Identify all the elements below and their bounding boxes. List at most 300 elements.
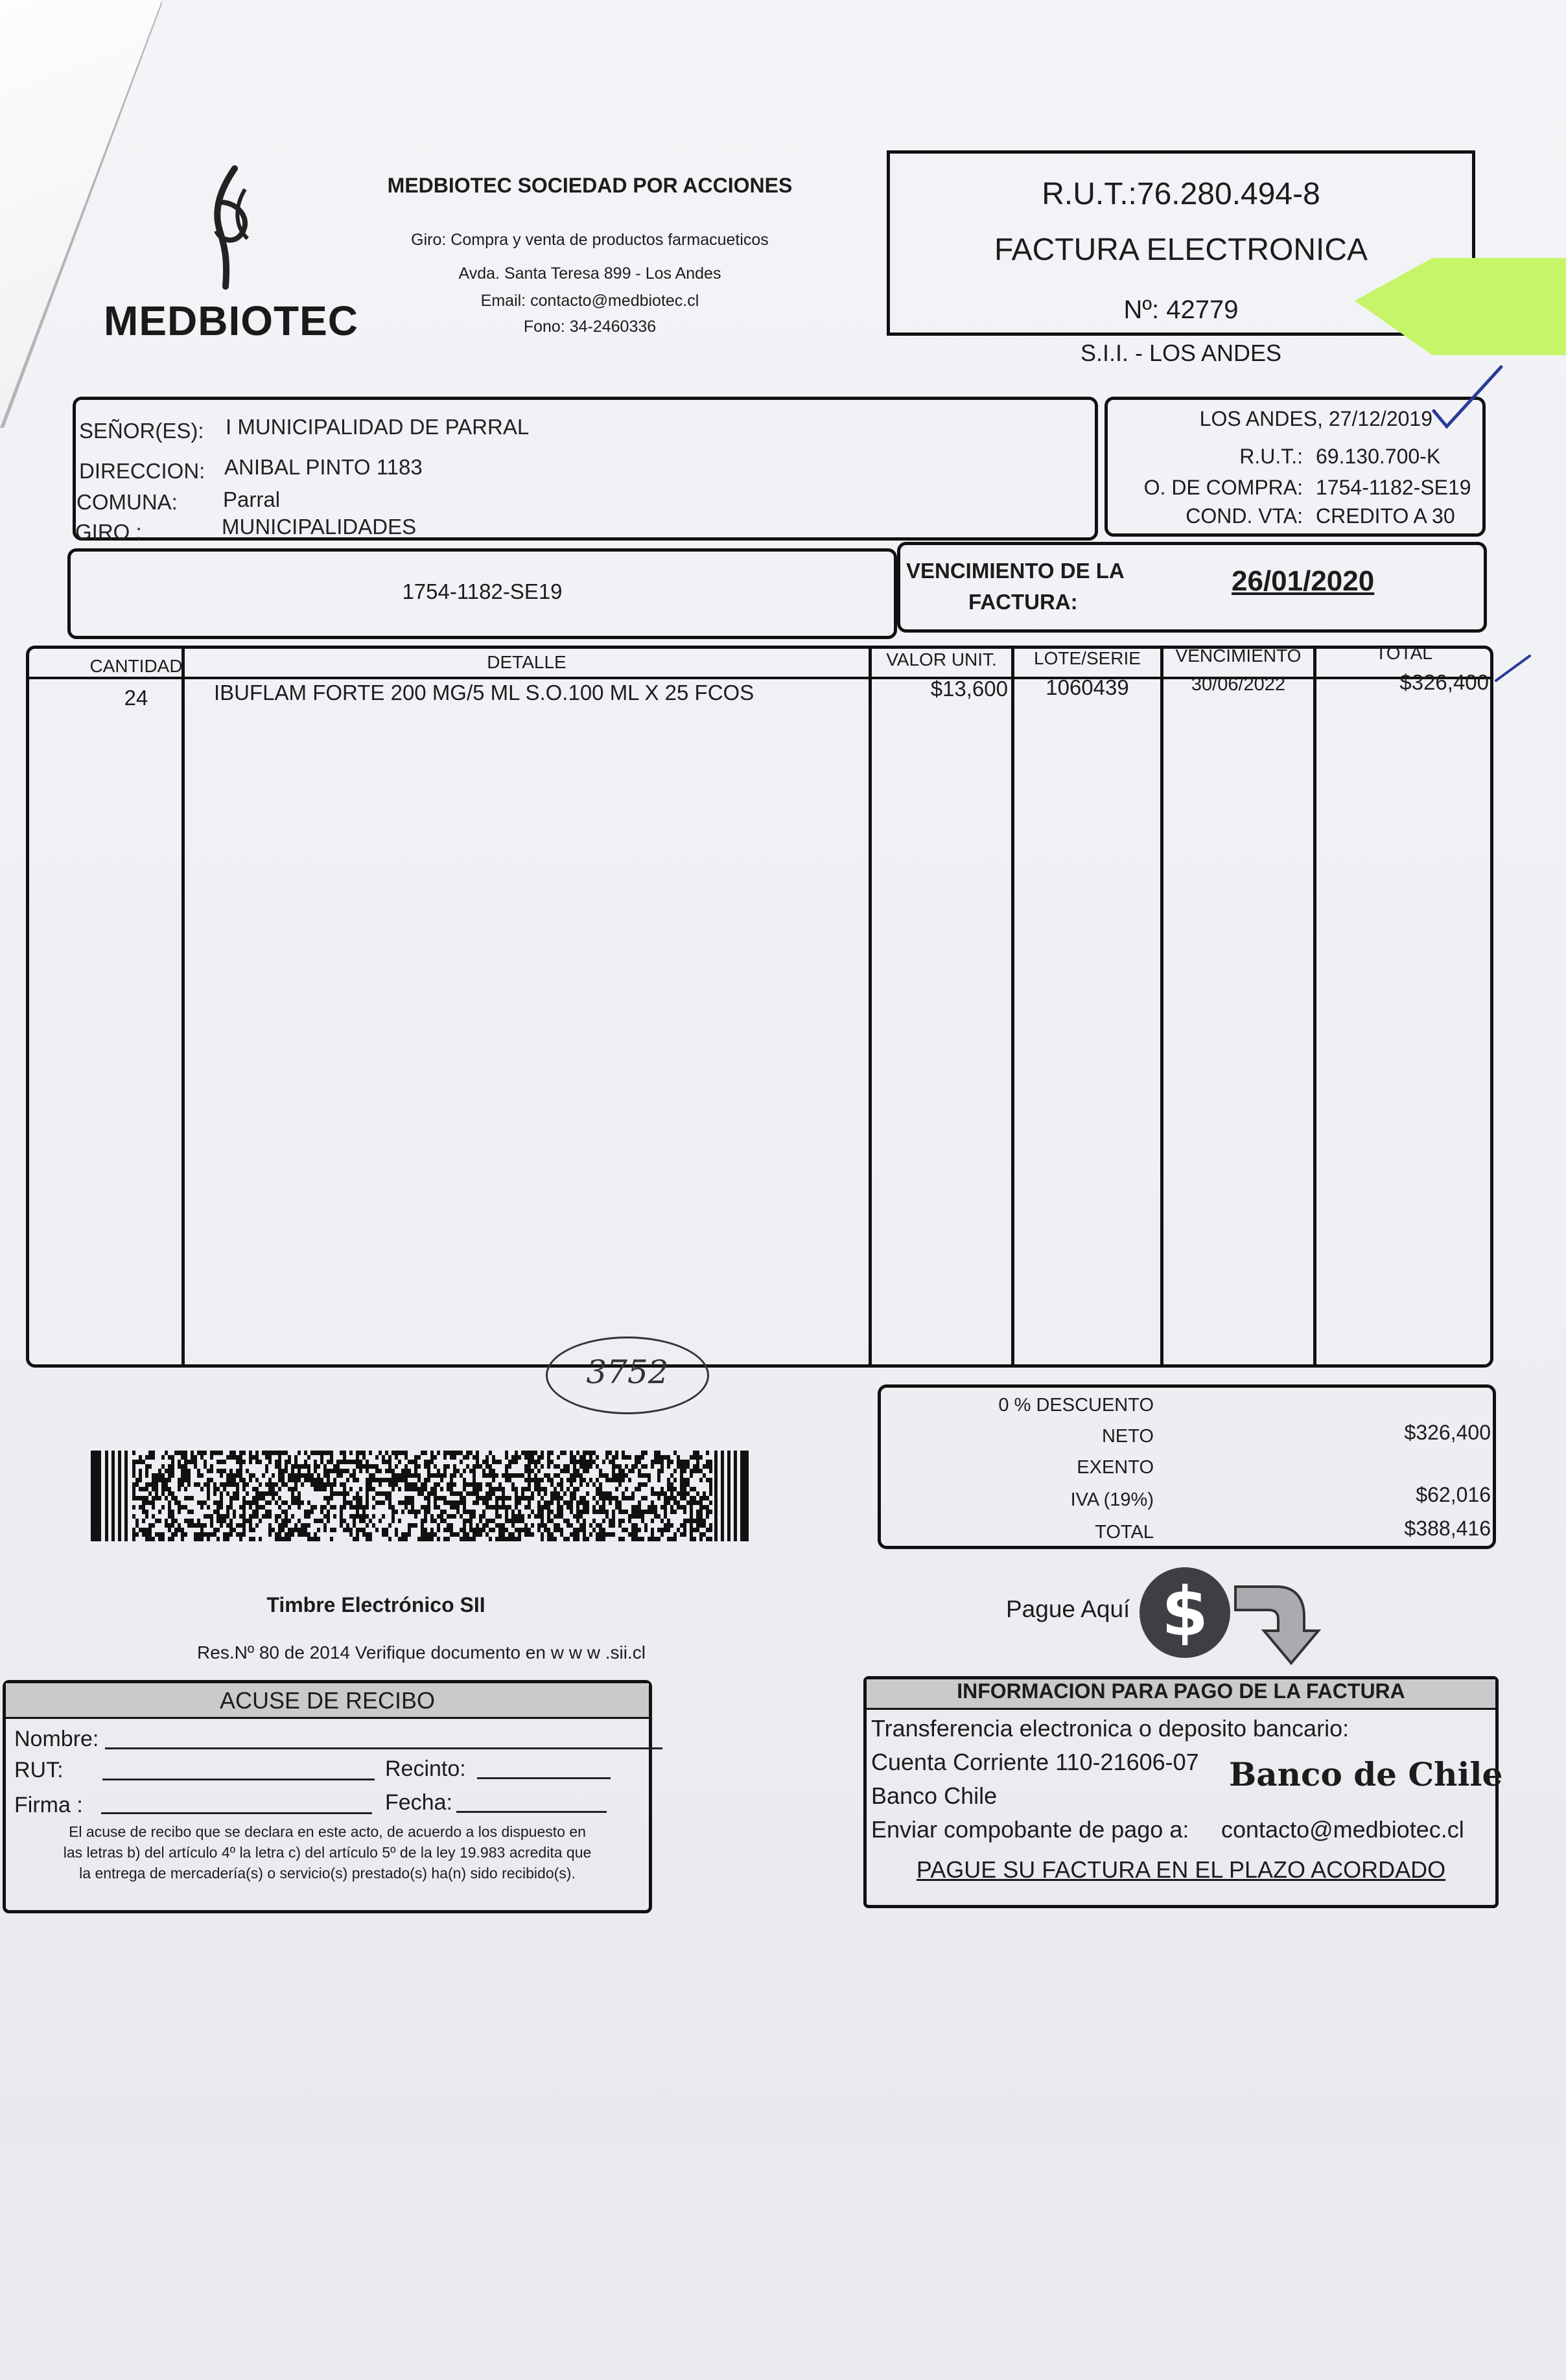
barcode-module	[158, 1532, 161, 1537]
barcode-module	[683, 1487, 686, 1491]
barcode-module	[369, 1537, 372, 1541]
payment-send-label: Enviar compobante de pago a:	[871, 1816, 1189, 1843]
barcode-module	[132, 1496, 135, 1500]
barcode-module	[534, 1460, 537, 1464]
barcode-module	[463, 1528, 466, 1532]
barcode-module	[343, 1482, 346, 1487]
barcode-module	[174, 1528, 178, 1532]
barcode-module	[385, 1528, 388, 1532]
barcode-module	[615, 1487, 618, 1491]
barcode-module	[592, 1482, 596, 1487]
barcode-module	[479, 1487, 482, 1491]
barcode-module	[489, 1487, 492, 1491]
barcode-module	[161, 1473, 165, 1478]
barcode-module	[709, 1478, 712, 1482]
barcode-module	[178, 1500, 181, 1505]
barcode-module	[424, 1478, 427, 1482]
barcode-module	[440, 1478, 443, 1482]
barcode-module	[554, 1514, 557, 1519]
barcode-module	[204, 1532, 207, 1537]
barcode-module	[667, 1478, 670, 1482]
order-code: 1754-1182-SE19	[402, 579, 563, 603]
barcode-module	[298, 1473, 301, 1478]
barcode-module	[281, 1469, 285, 1473]
barcode-module	[310, 1451, 314, 1455]
barcode-module	[473, 1487, 476, 1491]
barcode-module	[641, 1514, 644, 1519]
barcode-module	[174, 1532, 178, 1537]
barcode-module	[372, 1514, 375, 1519]
barcode-module	[408, 1523, 411, 1528]
barcode-module	[275, 1519, 278, 1523]
barcode-module	[583, 1460, 586, 1464]
barcode-module	[495, 1487, 498, 1491]
barcode-module	[343, 1505, 346, 1510]
barcode-module	[178, 1528, 181, 1532]
barcode-module	[466, 1451, 469, 1455]
barcode-module	[651, 1460, 654, 1464]
barcode-module	[635, 1523, 638, 1528]
barcode-module	[709, 1537, 712, 1541]
client-rut: 69.130.700-K	[1316, 445, 1441, 468]
barcode-module	[706, 1528, 709, 1532]
barcode-module	[473, 1532, 476, 1537]
barcode-module	[168, 1514, 171, 1519]
barcode-module	[508, 1460, 511, 1464]
barcode-module	[622, 1478, 625, 1482]
barcode-module	[557, 1496, 560, 1500]
barcode-module	[528, 1455, 531, 1460]
barcode-module	[275, 1537, 278, 1541]
barcode-module	[615, 1505, 618, 1510]
barcode-module	[362, 1528, 366, 1532]
barcode-module	[298, 1491, 301, 1496]
barcode-module	[521, 1451, 524, 1455]
barcode-module	[696, 1500, 699, 1505]
barcode-module	[460, 1451, 463, 1455]
barcode-module	[453, 1532, 456, 1537]
barcode-module	[437, 1537, 440, 1541]
company-name: MEDBIOTEC SOCIEDAD POR ACCIONES	[387, 174, 793, 197]
barcode-module	[667, 1537, 670, 1541]
barcode-module	[401, 1510, 404, 1514]
barcode-module	[262, 1505, 265, 1510]
barcode-module	[696, 1519, 699, 1523]
barcode-module	[699, 1510, 703, 1514]
barcode-module	[699, 1469, 703, 1473]
barcode-module	[375, 1469, 379, 1473]
barcode-module	[298, 1464, 301, 1469]
barcode-module	[356, 1460, 359, 1464]
barcode-module	[651, 1519, 654, 1523]
barcode-module	[314, 1478, 317, 1482]
barcode-module	[310, 1505, 314, 1510]
barcode-module	[343, 1528, 346, 1532]
barcode-module	[498, 1496, 502, 1500]
barcode-module	[142, 1528, 145, 1532]
barcode-module	[547, 1532, 550, 1537]
barcode-module	[586, 1537, 589, 1541]
barcode-module	[204, 1464, 207, 1469]
barcode-module	[152, 1455, 155, 1460]
barcode-module	[460, 1491, 463, 1496]
ack-firma-line[interactable]	[101, 1812, 372, 1814]
barcode-module	[307, 1464, 310, 1469]
barcode-module	[453, 1451, 456, 1455]
barcode-module	[181, 1473, 184, 1478]
barcode-module	[392, 1519, 395, 1523]
barcode-module	[320, 1482, 323, 1487]
barcode-module	[521, 1528, 524, 1532]
barcode-module	[476, 1487, 479, 1491]
barcode-module	[586, 1469, 589, 1473]
barcode-module	[249, 1528, 252, 1532]
barcode-module	[259, 1482, 262, 1487]
barcode-module	[690, 1528, 693, 1532]
barcode-module	[275, 1482, 278, 1487]
barcode-module	[417, 1510, 421, 1514]
barcode-module	[362, 1519, 366, 1523]
barcode-module	[554, 1523, 557, 1528]
barcode-module	[450, 1500, 453, 1505]
barcode-module	[502, 1537, 505, 1541]
barcode-module	[178, 1523, 181, 1528]
barcode-module	[693, 1455, 696, 1460]
barcode-module	[239, 1469, 242, 1473]
barcode-module	[265, 1455, 268, 1460]
barcode-module	[706, 1505, 709, 1510]
barcode-module	[307, 1514, 310, 1519]
barcode-module	[673, 1451, 677, 1455]
barcode-module	[657, 1473, 660, 1478]
barcode-module	[654, 1505, 657, 1510]
barcode-module	[612, 1510, 615, 1514]
client-senor: I MUNICIPALIDAD DE PARRAL	[226, 415, 530, 439]
barcode-module	[408, 1496, 411, 1500]
barcode-module	[343, 1496, 346, 1500]
barcode-module	[696, 1464, 699, 1469]
barcode-module	[670, 1505, 673, 1510]
barcode-module	[709, 1528, 712, 1532]
barcode-module	[317, 1464, 320, 1469]
issuer-rut: R.U.T.:76.280.494-8	[1042, 177, 1320, 211]
barcode-module	[460, 1528, 463, 1532]
barcode-module	[294, 1500, 298, 1505]
barcode-module	[453, 1482, 456, 1487]
ack-rut-line[interactable]	[102, 1779, 375, 1780]
barcode-module	[145, 1487, 148, 1491]
barcode-module	[573, 1455, 576, 1460]
barcode-module	[434, 1496, 437, 1500]
barcode-module	[135, 1478, 139, 1482]
barcode-module	[233, 1473, 236, 1478]
barcode-module	[599, 1510, 602, 1514]
barcode-module	[161, 1482, 165, 1487]
barcode-module	[492, 1491, 495, 1496]
barcode-module	[356, 1464, 359, 1469]
barcode-module	[424, 1514, 427, 1519]
barcode-module	[340, 1469, 343, 1473]
barcode-module	[560, 1528, 563, 1532]
client-direccion-label: DIRECCION:	[79, 459, 205, 483]
barcode-module	[641, 1519, 644, 1523]
barcode-module	[278, 1514, 281, 1519]
barcode-module	[447, 1514, 450, 1519]
barcode-module	[165, 1487, 168, 1491]
barcode-module	[440, 1487, 443, 1491]
barcode-module	[165, 1451, 168, 1455]
barcode-module	[285, 1514, 288, 1519]
barcode-module	[181, 1528, 184, 1532]
barcode-module	[278, 1532, 281, 1537]
barcode-module	[476, 1523, 479, 1528]
barcode-module	[359, 1500, 362, 1505]
barcode-module	[366, 1537, 369, 1541]
barcode-module	[576, 1505, 579, 1510]
barcode-module	[602, 1460, 605, 1464]
barcode-module	[210, 1478, 213, 1482]
barcode-module	[252, 1455, 255, 1460]
barcode-module	[356, 1514, 359, 1519]
barcode-module	[178, 1464, 181, 1469]
barcode-module	[631, 1496, 635, 1500]
ack-legal-line-3: la entrega de mercadería(s) o servicio(s) prestado(s) ha(n) sido recibido(s).	[79, 1865, 576, 1882]
barcode-module	[579, 1514, 583, 1519]
barcode-module	[427, 1469, 430, 1473]
barcode-module	[382, 1478, 385, 1482]
barcode-module	[255, 1487, 259, 1491]
barcode-module	[148, 1528, 152, 1532]
barcode-module	[275, 1460, 278, 1464]
barcode-module	[664, 1505, 667, 1510]
barcode-module	[132, 1464, 135, 1469]
barcode-module	[268, 1510, 272, 1514]
barcode-module	[161, 1537, 165, 1541]
barcode-module	[686, 1464, 690, 1469]
barcode-module	[242, 1487, 246, 1491]
barcode-module	[460, 1500, 463, 1505]
barcode-module	[304, 1528, 307, 1532]
barcode-module	[233, 1455, 236, 1460]
payment-send-email[interactable]: contacto@medbiotec.cl	[1221, 1816, 1464, 1843]
barcode-module	[142, 1519, 145, 1523]
barcode-module	[589, 1455, 592, 1460]
barcode-module	[495, 1523, 498, 1528]
ack-nombre-line[interactable]	[105, 1747, 662, 1749]
barcode-module	[657, 1478, 660, 1482]
barcode-module	[631, 1510, 635, 1514]
barcode-module	[498, 1528, 502, 1532]
barcode-module	[544, 1491, 547, 1496]
barcode-module	[118, 1451, 121, 1541]
barcode-module	[346, 1460, 349, 1464]
barcode-module	[259, 1491, 262, 1496]
barcode-module	[635, 1532, 638, 1537]
barcode-module	[622, 1510, 625, 1514]
invoice-type: FACTURA ELECTRONICA	[994, 233, 1368, 267]
barcode-module	[531, 1491, 534, 1496]
barcode-module	[255, 1514, 259, 1519]
barcode-module	[307, 1510, 310, 1514]
barcode-module	[690, 1469, 693, 1473]
barcode-module	[573, 1478, 576, 1482]
barcode-module	[440, 1510, 443, 1514]
barcode-module	[417, 1473, 421, 1478]
barcode-module	[216, 1451, 220, 1455]
barcode-module	[583, 1455, 586, 1460]
barcode-module	[272, 1491, 275, 1496]
barcode-module	[609, 1491, 612, 1496]
barcode-module	[450, 1478, 453, 1482]
barcode-module	[573, 1532, 576, 1537]
barcode-module	[680, 1523, 683, 1528]
barcode-module	[408, 1473, 411, 1478]
barcode-module	[268, 1523, 272, 1528]
barcode-module	[272, 1496, 275, 1500]
barcode-module	[440, 1473, 443, 1478]
barcode-module	[544, 1473, 547, 1478]
barcode-module	[152, 1537, 155, 1541]
barcode-module	[618, 1500, 622, 1505]
barcode-module	[340, 1510, 343, 1514]
barcode-module	[531, 1523, 534, 1528]
barcode-module	[223, 1487, 226, 1491]
barcode-module	[534, 1478, 537, 1482]
barcode-module	[401, 1532, 404, 1537]
barcode-module	[294, 1460, 298, 1464]
dollar-symbol: $	[1161, 1572, 1209, 1651]
barcode-module	[216, 1528, 220, 1532]
barcode-module	[349, 1451, 353, 1455]
barcode-module	[615, 1451, 618, 1455]
barcode-module	[226, 1478, 229, 1482]
barcode-module	[323, 1523, 327, 1528]
barcode-module	[570, 1510, 573, 1514]
barcode-module	[255, 1455, 259, 1460]
barcode-module	[197, 1469, 200, 1473]
barcode-module	[187, 1469, 191, 1473]
barcode-module	[664, 1514, 667, 1519]
barcode-module	[366, 1469, 369, 1473]
barcode-module	[414, 1487, 417, 1491]
barcode-module	[226, 1532, 229, 1537]
barcode-module	[414, 1455, 417, 1460]
barcode-module	[301, 1528, 304, 1532]
barcode-module	[466, 1532, 469, 1537]
barcode-module	[586, 1500, 589, 1505]
barcode-module	[473, 1478, 476, 1482]
barcode-module	[142, 1505, 145, 1510]
barcode-module	[605, 1478, 609, 1482]
barcode-module	[427, 1500, 430, 1505]
barcode-module	[265, 1451, 268, 1455]
barcode-module	[673, 1487, 677, 1491]
barcode-module	[596, 1491, 599, 1496]
barcode-module	[440, 1519, 443, 1523]
barcode-module	[229, 1482, 233, 1487]
ack-recinto-line[interactable]	[477, 1777, 611, 1779]
barcode-module	[430, 1519, 434, 1523]
barcode-module	[699, 1478, 703, 1482]
barcode-module	[139, 1505, 142, 1510]
barcode-module	[573, 1460, 576, 1464]
barcode-module	[204, 1523, 207, 1528]
barcode-module	[615, 1478, 618, 1482]
barcode-module	[683, 1528, 686, 1532]
barcode-module	[265, 1464, 268, 1469]
barcode-module	[330, 1487, 333, 1491]
barcode-module	[265, 1491, 268, 1496]
barcode-module	[372, 1464, 375, 1469]
barcode-module	[560, 1482, 563, 1487]
barcode-module	[502, 1505, 505, 1510]
barcode-module	[320, 1478, 323, 1482]
barcode-module	[602, 1519, 605, 1523]
barcode-module	[278, 1487, 281, 1491]
barcode-module	[220, 1496, 223, 1500]
barcode-module	[408, 1469, 411, 1473]
barcode-module	[310, 1510, 314, 1514]
barcode-module	[703, 1464, 706, 1469]
barcode-module	[489, 1469, 492, 1473]
barcode-module	[570, 1482, 573, 1487]
barcode-module	[210, 1523, 213, 1528]
barcode-module	[275, 1464, 278, 1469]
barcode-module	[139, 1460, 142, 1464]
barcode-module	[469, 1510, 473, 1514]
barcode-module	[268, 1451, 272, 1455]
barcode-module	[473, 1491, 476, 1496]
barcode-module	[498, 1514, 502, 1519]
barcode-module	[398, 1487, 401, 1491]
barcode-module	[479, 1519, 482, 1523]
barcode-module	[145, 1464, 148, 1469]
barcode-module	[579, 1478, 583, 1482]
barcode-module	[278, 1451, 281, 1455]
barcode-module	[602, 1496, 605, 1500]
barcode-module	[450, 1455, 453, 1460]
barcode-module	[246, 1491, 249, 1496]
barcode-module	[537, 1510, 541, 1514]
barcode-module	[314, 1519, 317, 1523]
barcode-module	[644, 1523, 648, 1528]
barcode-module	[651, 1487, 654, 1491]
barcode-module	[463, 1532, 466, 1537]
barcode-module	[609, 1496, 612, 1500]
barcode-module	[388, 1523, 392, 1528]
barcode-module	[495, 1510, 498, 1514]
barcode-module	[505, 1514, 508, 1519]
barcode-module	[573, 1496, 576, 1500]
barcode-module	[385, 1460, 388, 1464]
barcode-module	[547, 1528, 550, 1532]
barcode-module	[132, 1469, 135, 1473]
ack-fecha-line[interactable]	[456, 1811, 607, 1813]
ack-nombre-label: Nombre:	[14, 1727, 99, 1751]
barcode-module	[648, 1505, 651, 1510]
barcode-module	[579, 1510, 583, 1514]
barcode-module	[583, 1510, 586, 1514]
barcode-module	[346, 1500, 349, 1505]
barcode-module	[437, 1528, 440, 1532]
barcode-module	[411, 1496, 414, 1500]
barcode-module	[576, 1500, 579, 1505]
barcode-module	[210, 1464, 213, 1469]
row-total: $326,400	[1399, 670, 1489, 694]
barcode-module	[505, 1519, 508, 1523]
barcode-module	[385, 1451, 388, 1455]
barcode-module	[139, 1487, 142, 1491]
